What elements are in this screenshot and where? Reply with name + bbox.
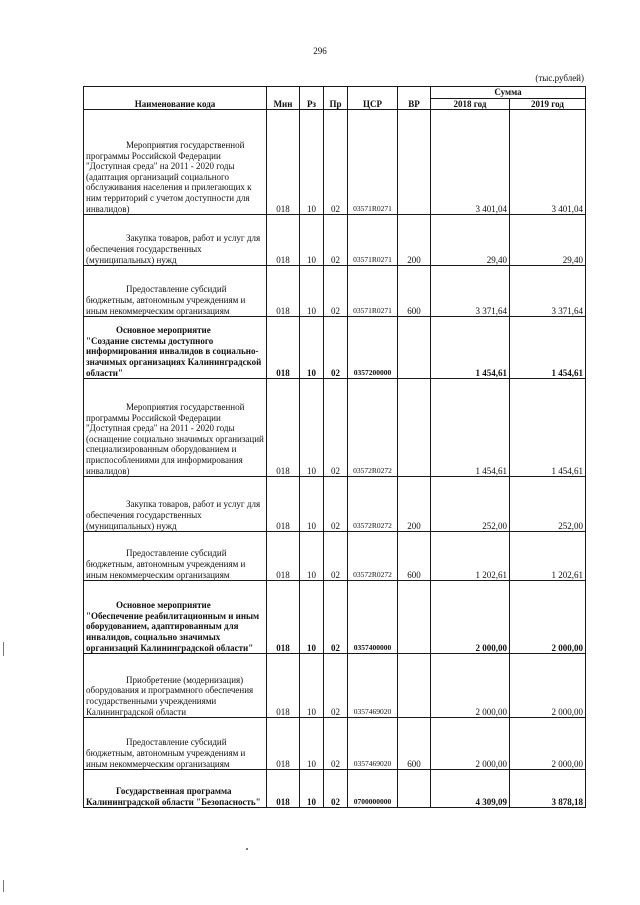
row-pr: 02 xyxy=(324,110,348,215)
row-2019: 2 000,00 xyxy=(510,654,586,718)
table-row xyxy=(84,581,586,654)
row-pr: 02 xyxy=(324,718,348,770)
row-rz: 10 xyxy=(300,215,324,266)
row-min: 018 xyxy=(267,654,300,718)
row-csr: 0357400000 xyxy=(348,581,398,654)
row-csr: 03572R0272 xyxy=(348,532,398,581)
budget-table xyxy=(83,86,586,808)
row-2018: 252,00 xyxy=(431,477,510,532)
row-min: 018 xyxy=(267,215,300,266)
row-2019: 1 454,61 xyxy=(510,317,586,379)
row-vr xyxy=(398,654,431,718)
row-2019: 3 878,18 xyxy=(510,770,586,808)
row-vr: 600 xyxy=(398,532,431,581)
header-2019: 2019 год xyxy=(510,98,586,110)
row-name: Предоставление субсидий бюджетным, автономным учреждениям и иным некоммерческим организациям xyxy=(84,532,267,581)
row-csr: 0357469020 xyxy=(348,654,398,718)
header-sum: Сумма xyxy=(431,87,586,99)
table-row xyxy=(84,266,586,317)
row-2018: 4 309,09 xyxy=(431,770,510,808)
row-vr xyxy=(398,317,431,379)
row-pr: 02 xyxy=(324,581,348,654)
row-pr: 02 xyxy=(324,379,348,477)
row-2018: 3 371,64 xyxy=(431,266,510,317)
page-number: 296 xyxy=(313,46,327,56)
row-rz: 10 xyxy=(300,532,324,581)
row-csr: 0700000000 xyxy=(348,770,398,808)
header-min: Мин xyxy=(267,87,300,110)
table-row xyxy=(84,379,586,477)
row-vr: 600 xyxy=(398,718,431,770)
row-min: 018 xyxy=(267,770,300,808)
row-min: 018 xyxy=(267,477,300,532)
row-2019: 3 401,04 xyxy=(510,110,586,215)
row-name: Предоставление субсидий бюджетным, автономным учреждениям и иным некоммерческим организациям xyxy=(84,266,267,317)
row-pr: 02 xyxy=(324,215,348,266)
row-2018: 1 454,61 xyxy=(431,379,510,477)
row-rz: 10 xyxy=(300,110,324,215)
table-row xyxy=(84,770,586,808)
row-rz: 10 xyxy=(300,581,324,654)
table-row xyxy=(84,215,586,266)
row-vr: 200 xyxy=(398,477,431,532)
row-vr xyxy=(398,770,431,808)
header-vr: ВР xyxy=(398,87,431,110)
row-2018: 29,40 xyxy=(431,215,510,266)
row-name: Основное мероприятие "Создание системы доступного информирования инвалидов в социально-значимых организациях Калининградской области" xyxy=(84,317,267,379)
row-name: Приобретение (модернизация) оборудования и программного обеспечения государственными учреждениями Калининградской области xyxy=(84,654,267,718)
row-csr: 03572R0272 xyxy=(348,477,398,532)
row-vr xyxy=(398,581,431,654)
scan-mark xyxy=(3,642,4,656)
row-pr: 02 xyxy=(324,654,348,718)
row-name: Предоставление субсидий бюджетным, автономным учреждениям и иным некоммерческим организациям xyxy=(84,718,267,770)
header-rz: Рз xyxy=(300,87,324,110)
row-2019: 29,40 xyxy=(510,215,586,266)
row-rz: 10 xyxy=(300,477,324,532)
row-min: 018 xyxy=(267,532,300,581)
row-rz: 10 xyxy=(300,317,324,379)
row-rz: 10 xyxy=(300,379,324,477)
header-name: Наименование кода xyxy=(84,87,267,110)
row-vr: 600 xyxy=(398,266,431,317)
row-rz: 10 xyxy=(300,770,324,808)
row-vr: 200 xyxy=(398,215,431,266)
row-csr: 0357200000 xyxy=(348,317,398,379)
row-pr: 02 xyxy=(324,770,348,808)
table-row xyxy=(84,532,586,581)
row-2018: 3 401,04 xyxy=(431,110,510,215)
row-name: Мероприятия государственной программы Российской Федерации "Доступная среда" на 2011 - 2020 годы (оснащение социально значимых организаций специализированным оборудованием и приспособлениями для информирования инвалидов) xyxy=(84,379,267,477)
row-name: Закупка товаров, работ и услуг для обеспечения государственных (муниципальных) нужд xyxy=(84,477,267,532)
row-name: Основное мероприятие "Обеспечение реабилитационным и иным оборудованием, адаптированным для инвалидов, социально значимых организаций Калининградской области" xyxy=(84,581,267,654)
row-2019: 1 202,61 xyxy=(510,532,586,581)
unit-label: (тыс.рублей) xyxy=(535,73,584,83)
row-pr: 02 xyxy=(324,532,348,581)
table-row xyxy=(84,654,586,718)
row-csr: 0357469020 xyxy=(348,718,398,770)
row-rz: 10 xyxy=(300,654,324,718)
row-csr: 03571R0271 xyxy=(348,110,398,215)
table-row xyxy=(84,718,586,770)
header-2018: 2018 год xyxy=(431,98,510,110)
table-row xyxy=(84,110,586,215)
row-pr: 02 xyxy=(324,317,348,379)
row-pr: 02 xyxy=(324,477,348,532)
row-csr: 03572R0272 xyxy=(348,379,398,477)
table-row xyxy=(84,477,586,532)
row-min: 018 xyxy=(267,266,300,317)
row-vr xyxy=(398,110,431,215)
row-2019: 3 371,64 xyxy=(510,266,586,317)
row-min: 018 xyxy=(267,379,300,477)
row-rz: 10 xyxy=(300,266,324,317)
row-pr: 02 xyxy=(324,266,348,317)
row-2018: 1 454,61 xyxy=(431,317,510,379)
row-2019: 252,00 xyxy=(510,477,586,532)
row-name: Государственная программа Калининградской области "Безопасность" xyxy=(84,770,267,808)
row-min: 018 xyxy=(267,718,300,770)
row-min: 018 xyxy=(267,317,300,379)
row-2018: 2 000,00 xyxy=(431,581,510,654)
scan-mark xyxy=(3,880,4,892)
row-min: 018 xyxy=(267,581,300,654)
row-2019: 1 454,61 xyxy=(510,379,586,477)
row-vr xyxy=(398,379,431,477)
scan-mark xyxy=(246,848,248,850)
row-2019: 2 000,00 xyxy=(510,718,586,770)
header-csr: ЦСР xyxy=(348,87,398,110)
row-2018: 2 000,00 xyxy=(431,654,510,718)
row-csr: 03571R0271 xyxy=(348,266,398,317)
row-min: 018 xyxy=(267,110,300,215)
row-2018: 2 000,00 xyxy=(431,718,510,770)
table-row xyxy=(84,317,586,379)
row-2019: 2 000,00 xyxy=(510,581,586,654)
row-csr: 03571R0271 xyxy=(348,215,398,266)
row-2018: 1 202,61 xyxy=(431,532,510,581)
header-pr: Пр xyxy=(324,87,348,110)
row-name: Закупка товаров, работ и услуг для обеспечения государственных (муниципальных) нужд xyxy=(84,215,267,266)
row-name: Мероприятия государственной программы Российской Федерации "Доступная среда" на 2011 - 2020 годы (адаптация организаций социального обслуживания населения и прилегающих к ним территорий с учетом доступности для инвалидов) xyxy=(84,110,267,215)
row-rz: 10 xyxy=(300,718,324,770)
